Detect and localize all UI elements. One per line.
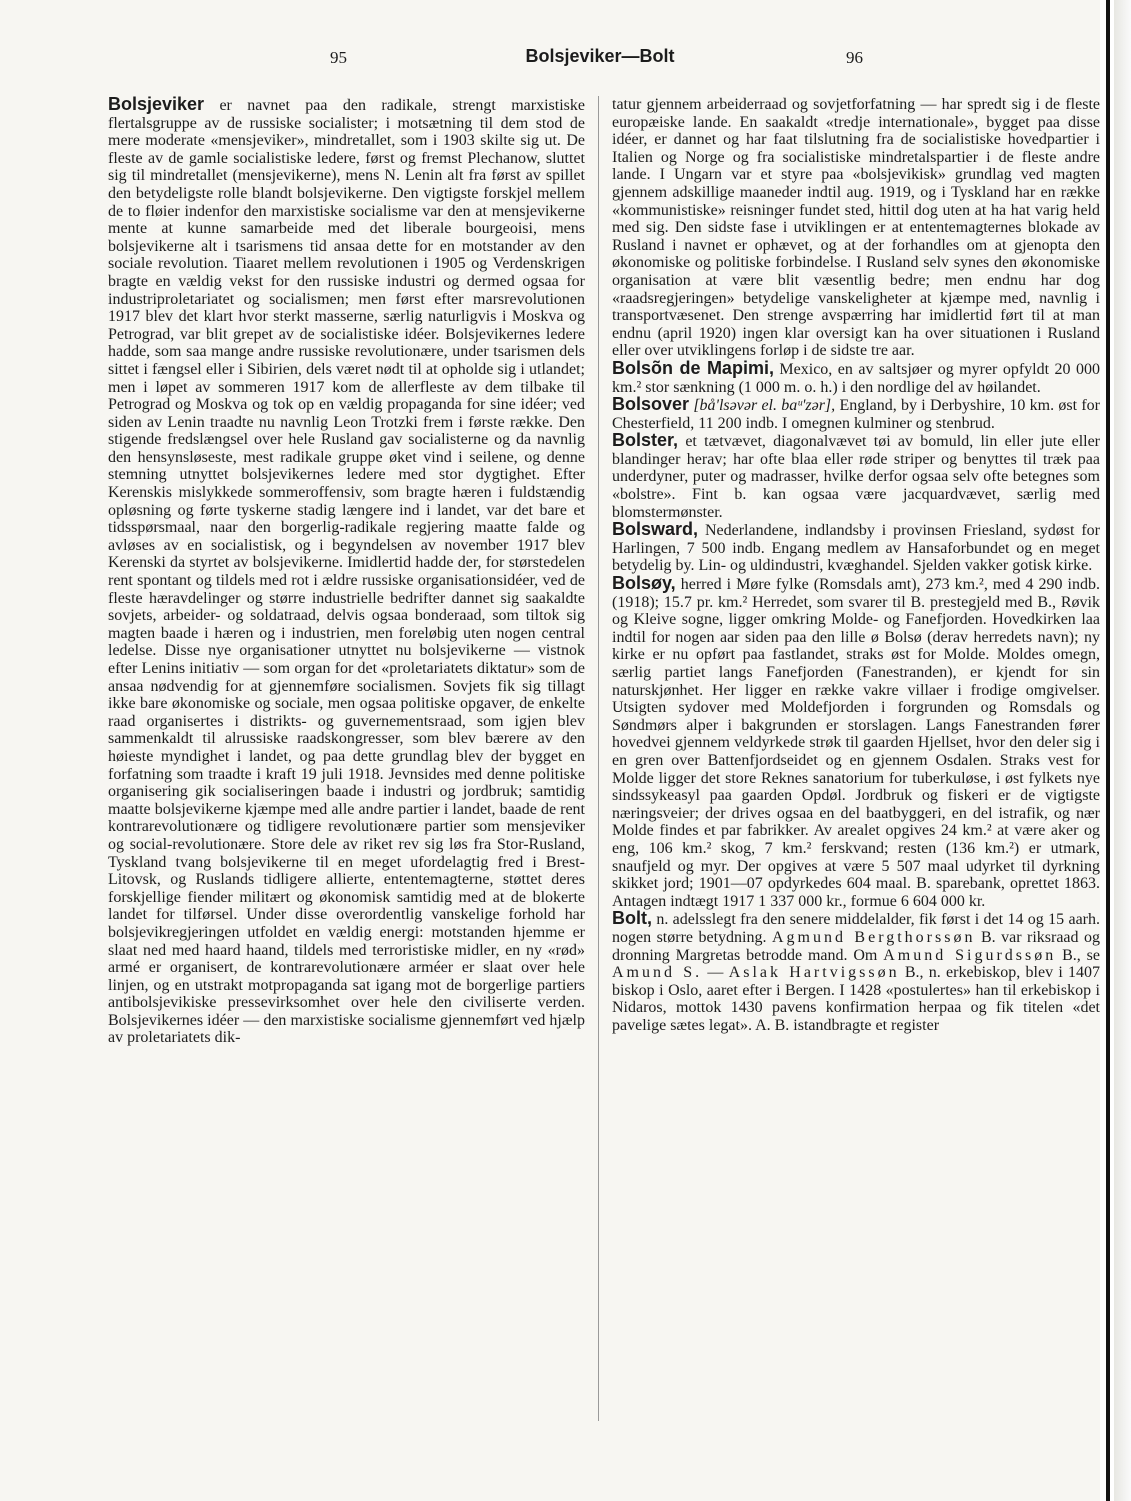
headword-bolsover: Bolsover xyxy=(612,394,690,415)
headword-bolsward: Bolsward, xyxy=(612,519,699,540)
entry-text-bolsjeviker: er navnet paa den radikale, strengt marxistiske flertalsgruppe av de russiske socialister; i motsætning til dem stod de mere moderate «mensjeviker», mindretallet, som i 1903 skilte sig ut. De fleste av de gamle socialistiske ledere, først og fremst Plechanow, sluttet sig til mindretallet (mensjevikerne), mens N. Lenin alt fra først av spillet den betydeligste rolle blandt bolsjevikerne. Den vigtigste forskjel mellem de to fløier indenfor den marxistiske socialisme var den at mensjevikerne mente at kunne samarbeide med det liberale bourgeoisi, mens bolsjevikerne alt i tsarismens tid ansaa dette for en motstander av den sociale revolution. Tiaaret mellem revolutionen i 1905 og Verdenskrigen bragte en vældig vekst for den russiske industri og dermed ogsaa for industriproletariatet og socialismen; men først efter marsrevolutionen 1917 blev det klart hvor sterkt masserne, særlig naturligvis i Moskva og Petrograd, var blit grepet av de socialistiske idéer. Bolsjevikernes ledere hadde, som saa mange andre russiske revolutionære, under tsarismen dels sittet i fængsel eller i Sibirien, dels været nødt til at opholde sig i utlandet; men i løpet av sommeren 1917 kom de allerfleste av dem tilbake til Petrograd og Moskva og tok op en vældig propaganda for sine idéer; ved siden av Lenin traadte nu navnlig Leon Trotzki frem i første række. Den stigende fredslængsel over hele Rusland gav socialisterne og da navnlig den hensynsløseste, mest radikale gruppe øket vind i seilene, og denne stemning utnyttet bolsjevikernes ledere med stor dygtighet. Efter Kerenskis mislykkede sommeroffensiv, som bragte hæren i fuldstændig opløsning og førte tyskerne stadig længere ind i landet, var det bare et tidsspørsmaal, naar den borgerlig-radikale regjering maatte falde og avløses av en socialistisk, og i begyndelsen av november 1917 blev Kerenski da styrtet av bolsjevikerne. Imidlertid hadde der, for størstedelen rent spontant og tildels med rot i ældre russiske organisationsidéer, ved de fleste hæravdelinger og større industrielle bedrifter dannet sig saakaldte sovjets, arbeider- og soldatraad, delvis ogsaa bonderaad, som tiltok sig magten baade i hæren og i industrien, men foreløbig uten nogen central ledelse. Disse nye organisationer utnyttet nu bolsjevikerne — vistnok efter Lenins initiativ — som organ for det «proletariatets diktatur» som de ansaa nødvendig for at gjennemføre socialismen. Sovjets fik sig tillagt ikke bare økonomiske og sociale, men ogsaa politiske opgaver, de enkelte raad organisertes i distrikts- og guvernementsraad, som igjen blev sammenkaldt til alrussiske raadskongresser, som blev bærere av den høieste myndighet i landet, og paa dette grundlag blev der bygget en forfatning som traadte i kraft 19 juli 1918. Jevnsides med denne politiske organisering gik socialiseringen baade i industri og jordbruk; samtidig maatte bolsjevikerne kjæmpe med alle andre partier i landet, baade de rent kontrarevolutionære og tidligere revolutionære partier som mensjeviker og social-revolutionære. Store dele av riket rev sig løs fra Stor-Rusland, Tyskland tvang bolsjevikerne til en meget ufordelagtig fred i Brest-Litovsk, og Ruslands tidligere allierte, ententemagterne, støttet deres forskjellige fiender militært og økonomisk samtidig med at de blokerte landet for tilførsel. Under disse overordentlig vanskelige forhold har bolsjevikregjeringen utfoldet en vældig energi: motstanden hjemme er slaat ned med haard haand, tildels med terroristiske midler, en ny «rød» armé er organisert, de kontrarevolutionære arméer er slaat over hele linjen, og en utstrakt motpropaganda sat igang mot de borgerlige partiers antibolsjevikiske pressevirksomhet over hele den civiliserte verden. Bolsjevikernes idéer — den marxistiske socialisme gjennemført ved hjælp av proletariatets dik- xyxy=(108,97,585,1047)
entry-bolster xyxy=(612,432,1100,521)
bolt-text-4: — xyxy=(707,964,724,982)
pronunciation-bolsover: [bå'lsəvər el. baᵘ'zər], xyxy=(693,397,836,415)
headword-bolt: Bolt, xyxy=(612,908,652,929)
headword-bolster: Bolster, xyxy=(612,430,679,451)
entry-bolson-de-mapimi xyxy=(612,357,1100,396)
headword-bolsjeviker: Bolsjeviker xyxy=(108,96,205,114)
bolt-text-3: B., se xyxy=(1062,946,1100,964)
bolt-text-2: B. var riksraad og dronning Margretas betrodde mand. Om xyxy=(612,928,1100,964)
entry-text-bolson: Mexico, en av saltsjøer og myrer opfyldt 20 000 km.² stor sænkning (1 000 m. o. h.) i den nordlige del av høilandet. xyxy=(612,360,1100,396)
entry-text-bolsoy: herred i Møre fylke (Romsdals amt), 273 km.², med 4 290 indb. (1918); 15.7 pr. km.² Herredet, som svarer til B. prestegjeld med B., Røvik og Kleive sogne, ligger omkring Molde- og Fanefjorden. Hovedkirken laa indtil for nogen aar siden paa den lille ø Bolsø (derav herredets navn); ny kirke er nu opført paa fastlandet, straks øst for Molde. Moldes omegn, særlig partiet langs Fanefjorden (Fanestranden), er kjendt for sin naturskjønhet. Her ligger en række vakre villaer i frodige omgivelser. Utsigten sydover med Moldefjorden i forgrunden og Romsdals og Søndmørs alper i bakgrunden er storslagen. Langs Fanestranden fører hovedvei gjennem veldyrkede strøk til gaarden Hjellset, hvor den deler sig i en gren over Battenfjordseidet og en gjennem Osdalen. Straks vest for Molde ligger det store Reknes sanatorium for tuberkuløse, i øst fylkets nye sindssykeasyl paa gaarden Opdøl. Jordbruk og fiskeri er de vigtigste næringsveier; der drives ogsaa en del baatbyggeri, en del istrafik, og nær Molde findes et par fabrikker. Av arealet opgives 24 km.² at være aker og eng, 106 km.² skog, 7 km.² ferskvand; resten (136 km.²) er utmark, snaufjeld og myr. Der opgives at være 5 507 maal udyrket til dyrkning skikket jord; 1901—07 opdyrkedes 604 maal. B. sparebank, oprettet 1863. Antagen indtægt 1917 1 337 000 kr., formue 6 604 000 kr. xyxy=(612,576,1100,910)
entry-continuation: tatur gjennem arbeiderraad og sovjetforfatning — har spredt sig i de fleste europæiske lande. En saakaldt «tredje internationale», bygget paa disse idéer, er dannet og har faat tilslutning fra de socialistiske hovedpartier i Italien og Norge og fra socialistiske mindretalspartier i de fleste andre lande. I Ungarn var et styre paa «bolsjevikisk» grundlag ved magten gjennem adskillige maaneder indtil aug. 1919, og i Tyskland har en række «kommunistiske» reisninger fundet sted, hittil dog uten at ha hat varig held med sig. Den sidste fase i utviklingen er at ententemagternes blokade av Rusland i navnet er ophævet, og at der forhandles om at gjenopta den økonomiske og politiske forbindelse. I Rusland selv synes den økonomiske organisation at være blit væsentlig bedre; men endnu har dog «raadsregjeringen» betydelige vanskeligheter at kjæmpe med, navnlig i transportvæsenet. Den strenge avspærring har imidlertid ført til at man endnu (april 1920) ingen klar oversigt kan ha over situationen i Rusland eller over utviklingens forløp i de sidste tre aar. xyxy=(612,96,1100,360)
page-edge xyxy=(1100,0,1131,1501)
bolt-name-aslak: Aslak Hartvigssøn xyxy=(728,964,900,982)
bolt-text-5: B., n. erkebiskop, blev i 1407 biskop i Oslo, aaret efter i Bergen. I 1428 «postulertes» han til erkebiskop i Nidaros, mottok 1430 pavens konfirmation herpaa og fik titelen «det pavelige sætes legat». A. B. istandbragte et register xyxy=(612,964,1100,1034)
entry-bolsjeviker xyxy=(108,96,585,1047)
column-divider xyxy=(598,96,599,1421)
entry-bolt xyxy=(612,910,1100,1034)
bolt-name-agmund: Agmund Bergthorssøn xyxy=(771,928,976,946)
page-number-right: 96 xyxy=(846,48,863,67)
bolt-name-amund-sigurdsson: Amund Sigurdssøn xyxy=(883,946,1057,964)
left-column xyxy=(108,96,585,1426)
entry-text-bolster: et tætvævet, diagonalvævet tøi av bomuld, lin eller jute eller blandinger herav; har ofte blaa eller røde striper og benyttes til træk paa underdyner, puter og madrasser, hvilke derfor ogsaa selv ofte betegnes som «bolstre». Fint b. kan ogsaa være jacquardvævet, særlig med blomstermønster. xyxy=(612,433,1100,521)
page-number-left: 95 xyxy=(330,48,347,67)
headword-bolsoy: Bolsøy, xyxy=(612,573,676,594)
entry-bolsover xyxy=(612,396,1100,432)
bolt-text-1: n. adelsslegt fra den senere middelalder, fik først i det 14 og 15 aarh. nogen større betydning. xyxy=(612,911,1100,946)
entry-bolsward xyxy=(612,521,1100,575)
entry-bolsoy xyxy=(612,575,1100,910)
entry-text-bolsover: England, by i Derbyshire, 10 km. øst for Chesterfield, 11 200 indb. I omegnen kulminer og stenbrud. xyxy=(612,397,1100,432)
running-head: Bolsjeviker—Bolt xyxy=(525,46,675,66)
bolt-name-amund-s: Amund S. xyxy=(612,964,703,982)
headword-bolson: Bolsõn de Mapimi, xyxy=(612,357,774,378)
right-column xyxy=(612,96,1100,1426)
entry-text-bolsward: Nederlandene, indlandsby i provinsen Friesland, sydøst for Harlingen, 7 500 indb. Engang medlem av Hansaforbundet og en meget betydelig by. Lin- og uldindustri, kvæghandel. Sjelden vakker gotisk kirke. xyxy=(612,522,1100,575)
